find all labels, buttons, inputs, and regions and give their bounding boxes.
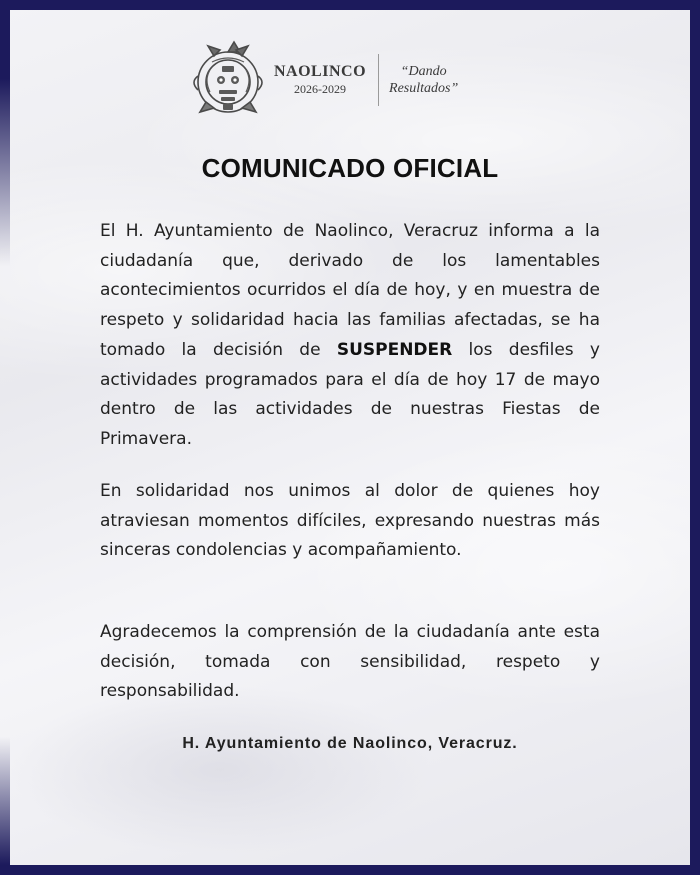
- page-title: COMUNICADO OFICIAL: [201, 153, 499, 183]
- paragraph-solidarity: En solidaridad nos unimos al dolor de quienes hoy atraviesan momentos difíciles, expresando nuestras más sinceras condolencias y acompañamiento.: [100, 481, 600, 561]
- slogan: [389, 63, 458, 97]
- brand-years: 2026-2029: [294, 82, 346, 96]
- slogan-line-1: “Dando: [400, 64, 447, 79]
- naolinco-emblem-icon: [188, 40, 268, 120]
- brand-name-block: [274, 63, 366, 97]
- suspender-emphasis: SUSPENDER: [336, 339, 453, 360]
- header-logo: [188, 40, 458, 120]
- slogan-line-2: Resultados”: [389, 81, 459, 96]
- header-divider: [378, 54, 379, 106]
- paragraph-gratitude: Agradecemos la comprensión de la ciudadanía ante esta decisión, tomada con sensibilidad, respeto y responsabilidad.: [100, 622, 600, 702]
- paragraph-announcement: [100, 217, 600, 455]
- signature: H. Ayuntamiento de Naolinco, Veracruz.: [182, 735, 518, 752]
- paragraph-announcement-detail: los desfiles y actividades programados para el día de hoy 17 de mayo dentro de las actividades de nuestras Fiestas de Primavera.: [100, 339, 600, 449]
- paragraph-announcement-intro: El H. Ayuntamiento de Naolinco, Veracruz informa a la ciudadanía que, derivado de los lamentables acontecimientos ocurridos el día de hoy, y en muestra de respeto y solidaridad hacia las familias afectadas, se ha tomado la decisión de: [100, 221, 600, 360]
- brand-name: NAOLINCO: [274, 63, 367, 80]
